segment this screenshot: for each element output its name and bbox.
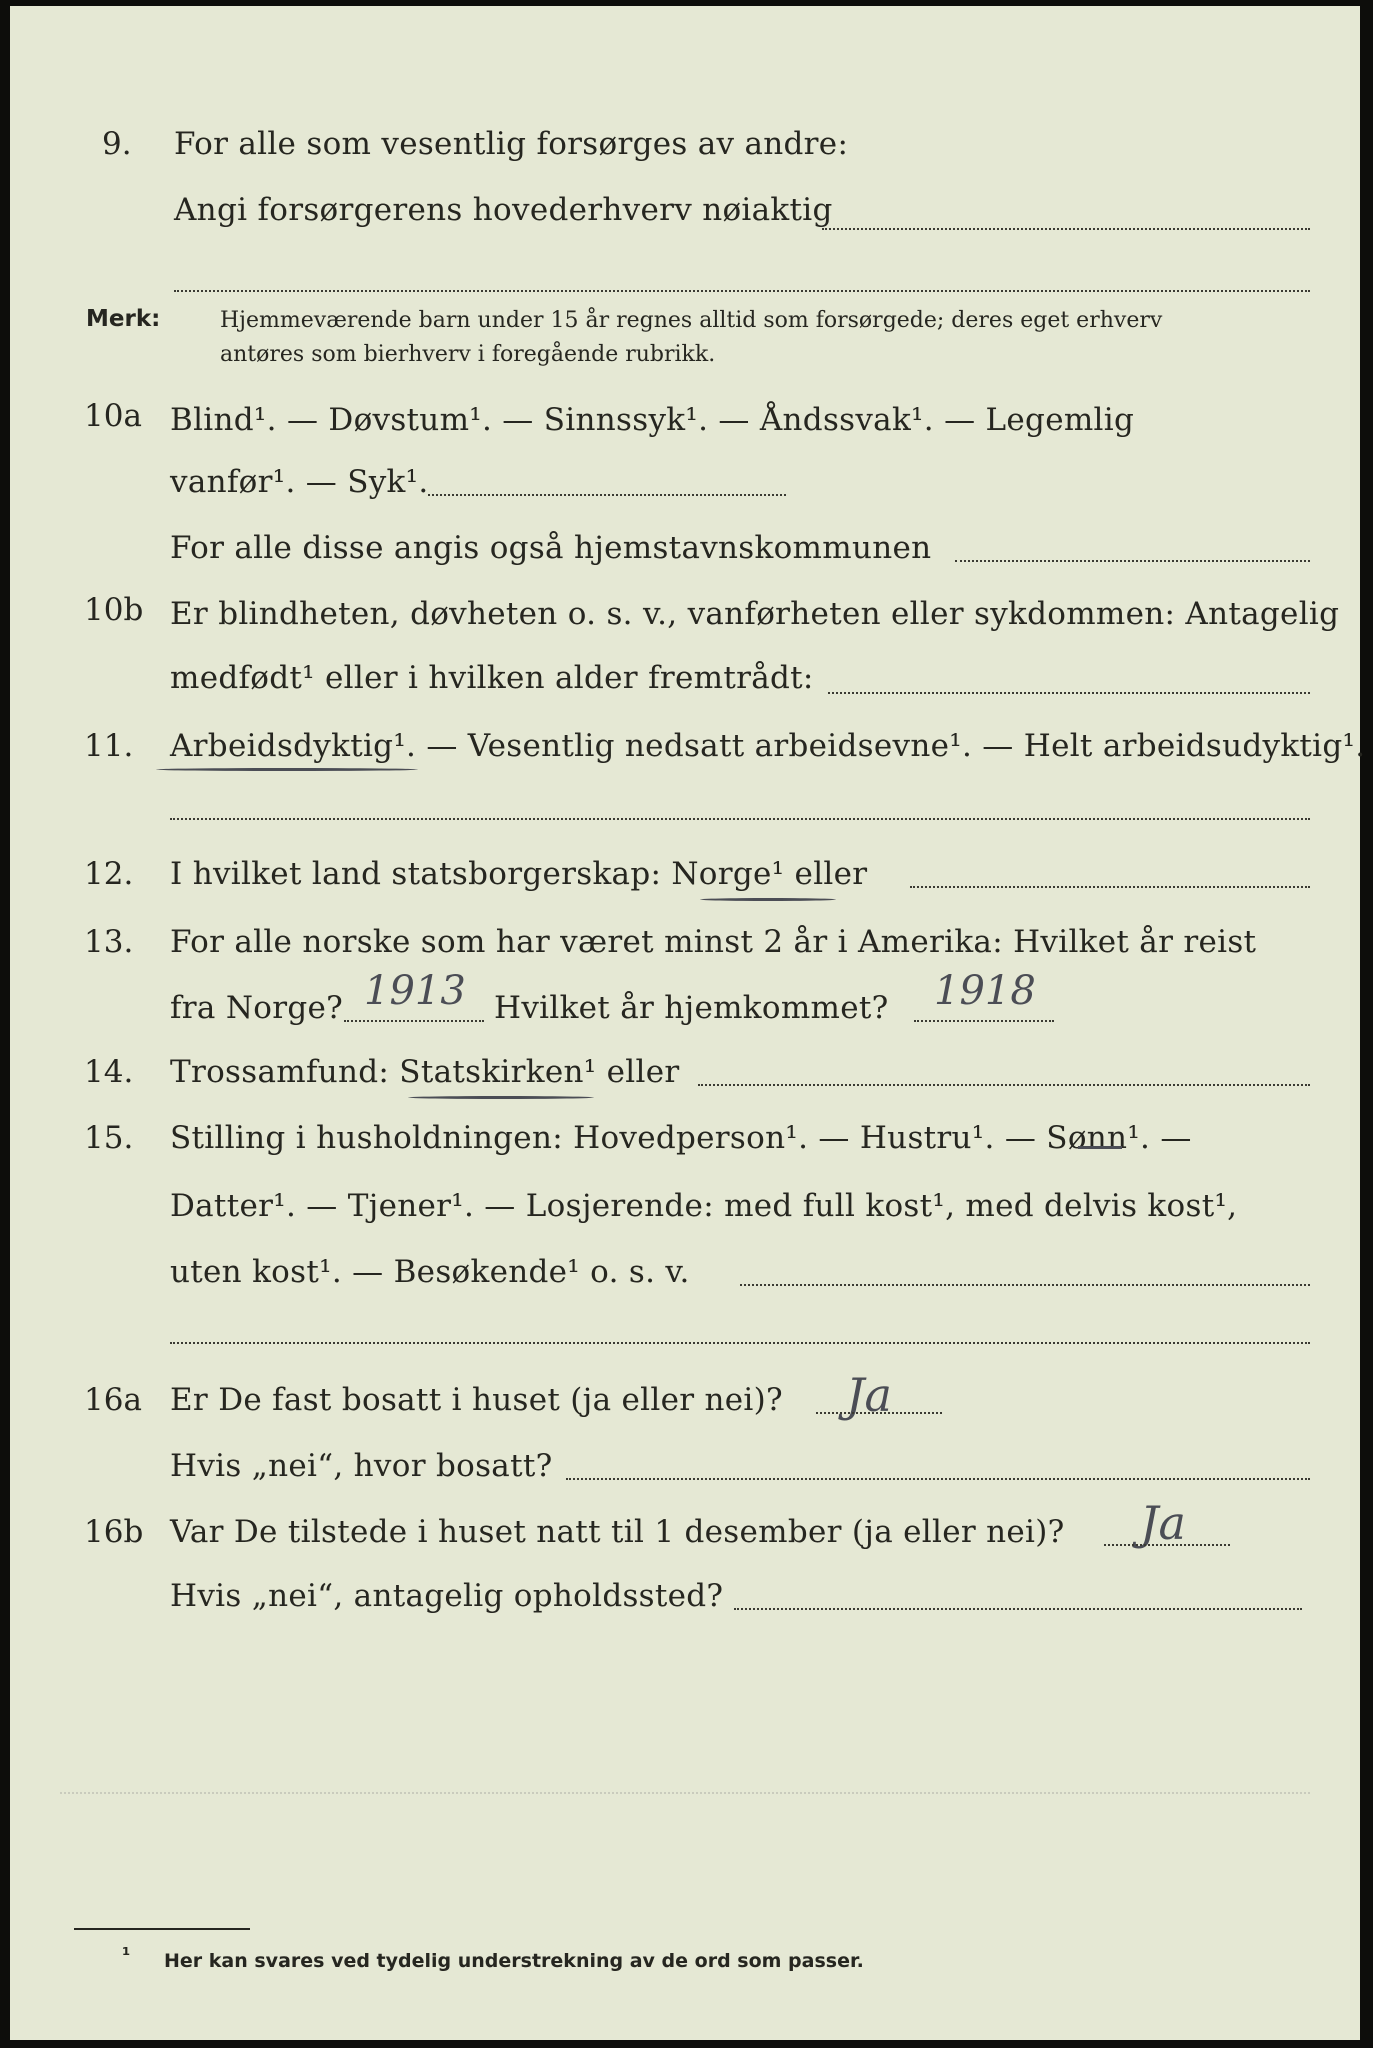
q9-prompt: Angi forsørgerens hovederhverv nøiaktig — [174, 192, 833, 228]
q12-norge-underline — [700, 898, 836, 901]
q15-options: Stilling i husholdningen: Hovedperson¹. — Hustru¹. — Sønn¹. — — [170, 1120, 1192, 1156]
q10a-municipality-line[interactable] — [955, 560, 1310, 562]
q10b-number: 10b — [84, 592, 144, 628]
q10b-question-cont: medfødt¹ eller i hvilken alder fremtrådt: — [170, 660, 814, 696]
census-form-page — [10, 6, 1366, 2040]
q10a-options: Blind¹. — Døvstum¹. — Sinnssyk¹. — Åndssvak¹. — Legemlig — [170, 402, 1135, 438]
q16a-question: Er De fast bosatt i huset (ja eller nei)? — [170, 1382, 783, 1418]
footnote-mark: ¹ — [122, 1944, 131, 1966]
q14-question: Trossamfund: Statskirken¹ eller — [170, 1054, 680, 1090]
q16a-where-label: Hvis „nei“, hvor bosatt? — [170, 1448, 553, 1484]
q16b-answer-line[interactable] — [1104, 1544, 1230, 1546]
blank-line — [60, 1792, 1310, 1794]
q12-number: 12. — [84, 856, 134, 892]
q13-answer-emigrated: 1913 — [364, 968, 466, 1014]
q16a-answer: Ja — [846, 1368, 892, 1422]
q16b-question: Var De tilstede i huset natt til 1 desember (ja eller nei)? — [170, 1514, 1065, 1550]
q10b-age-line[interactable] — [828, 692, 1310, 694]
q13-number: 13. — [84, 924, 134, 960]
q13-left-norway-label: fra Norge? — [170, 990, 344, 1026]
q11-options: Arbeidsdyktig¹. — Vesentlig nedsatt arbeidsevne¹. — Helt arbeidsudyktig¹. — [170, 728, 1366, 764]
q15-number: 15. — [84, 1120, 134, 1156]
footnote-text: Her kan svares ved tydelig understrekning av de ord som passer. — [164, 1950, 864, 1972]
q10a-sick-line[interactable] — [428, 494, 786, 496]
q9-extra-line[interactable] — [174, 290, 1310, 292]
q13-returned-label: Hvilket år hjemkommet? — [494, 990, 889, 1026]
q15-sonn-mark — [1078, 1146, 1122, 1149]
q16a-where-line[interactable] — [566, 1478, 1310, 1480]
q9-question: For alle som vesentlig forsørges av andre: — [174, 126, 849, 162]
q15-options-cont2: uten kost¹. — Besøkende¹ o. s. v. — [170, 1254, 690, 1290]
q14-statskirken-underline — [408, 1096, 594, 1099]
q12-question: I hvilket land statsborgerskap: Norge¹ eller — [170, 856, 868, 892]
q13-emigrated-line[interactable] — [344, 1020, 484, 1022]
q11-underline-mark — [156, 768, 418, 771]
q14-answer-line[interactable] — [698, 1084, 1310, 1086]
footnote-rule — [74, 1928, 250, 1930]
q16b-answer: Ja — [1140, 1496, 1186, 1550]
q15-answer-line[interactable] — [740, 1284, 1310, 1286]
q16b-number: 16b — [84, 1514, 144, 1550]
merk-text-line1: Hjemmeværende barn under 15 år regnes alltid som forsørgede; deres eget erhverv — [220, 308, 1163, 333]
q13-question: For alle norske som har været minst 2 år i Amerika: Hvilket år reist — [170, 924, 1257, 960]
merk-label: Merk: — [86, 306, 161, 332]
q10b-question: Er blindheten, døvheten o. s. v., vanførheten eller sykdommen: Antagelig — [170, 596, 1340, 632]
merk-text-line2: antøres som bierhverv i foregående rubrikk. — [220, 342, 716, 367]
q15-options-cont: Datter¹. — Tjener¹. — Losjerende: med full kost¹, med delvis kost¹, — [170, 1188, 1238, 1224]
q15-extra-line[interactable] — [170, 1342, 1310, 1344]
q12-answer-line[interactable] — [910, 886, 1310, 888]
q10a-home-municipality: For alle disse angis også hjemstavnskommunen — [170, 530, 932, 566]
q10a-options-cont: vanfør¹. — Syk¹. — [170, 464, 429, 500]
q10a-number: 10a — [84, 398, 142, 434]
q11-extra-line[interactable] — [170, 818, 1310, 820]
q16a-number: 16a — [84, 1382, 142, 1418]
q16b-where-line[interactable] — [734, 1608, 1302, 1610]
q9-answer-line[interactable] — [822, 228, 1310, 230]
q13-answer-returned: 1918 — [934, 968, 1036, 1014]
q9-number: 9. — [102, 126, 132, 162]
q16a-answer-line[interactable] — [816, 1412, 942, 1414]
q14-number: 14. — [84, 1054, 134, 1090]
q11-number: 11. — [84, 728, 134, 764]
q16b-where-label: Hvis „nei“, antagelig opholdssted? — [170, 1578, 724, 1614]
q13-returned-line[interactable] — [914, 1020, 1054, 1022]
